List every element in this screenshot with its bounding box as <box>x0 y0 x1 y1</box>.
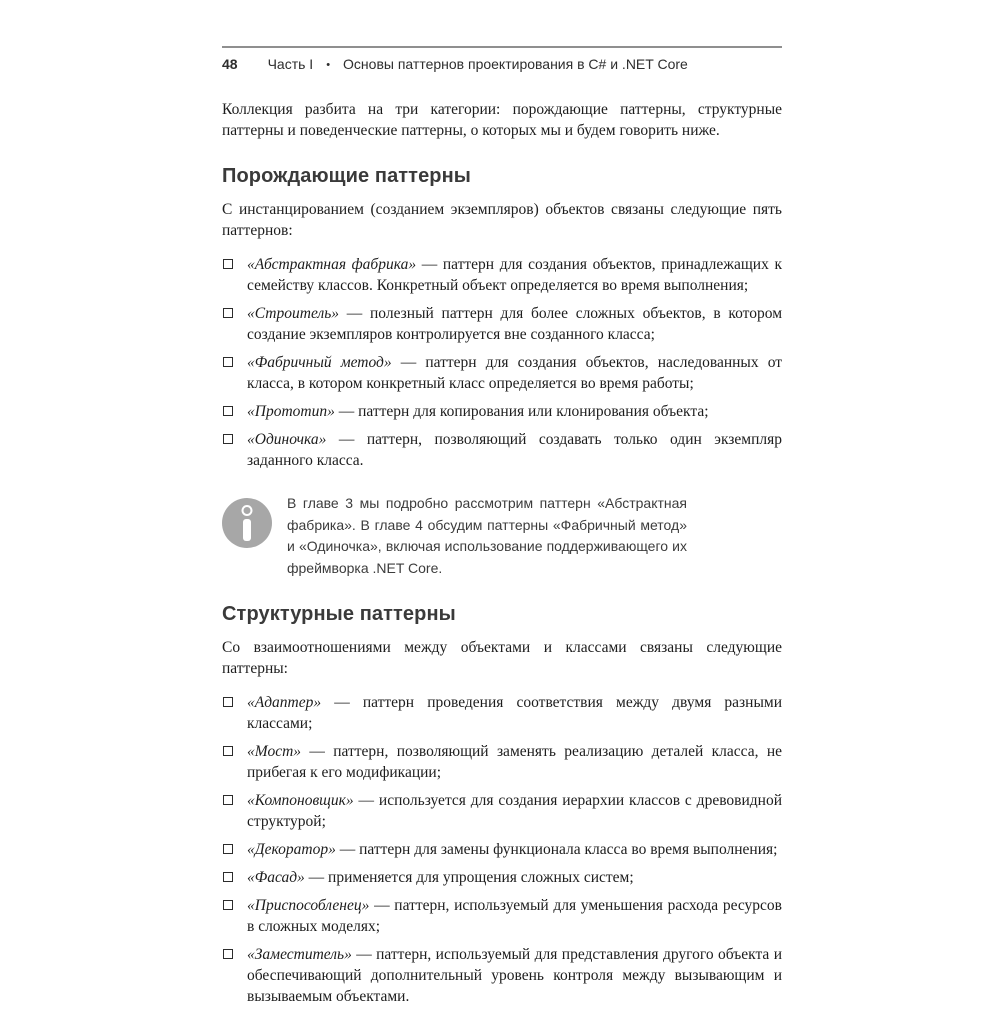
pattern-list-item <box>222 895 782 937</box>
pattern-term: «Абстрактная фабрика» <box>247 256 417 273</box>
pattern-list-item <box>222 741 782 783</box>
pattern-term: «Фасад» <box>247 869 305 886</box>
pattern-desc: — паттерн, используемый для уменьшения расхода ресурсов в сложных моделях; <box>247 897 782 935</box>
chapter-title: Основы паттернов проектирования в C# и .NET Core <box>343 56 688 72</box>
pattern-list <box>222 692 782 1007</box>
running-header <box>222 46 782 72</box>
pattern-list <box>222 254 782 471</box>
pattern-term: «Фабричный метод» <box>247 354 392 371</box>
pattern-list-item <box>222 944 782 1007</box>
page-number: 48 <box>222 56 238 72</box>
pattern-desc: — паттерн для создания объектов, принадлежащих к семейству классов. Конкретный объект определяется во время выполнения; <box>247 256 782 294</box>
pattern-desc: — паттерн, позволяющий заменять реализацию деталей класса, не прибегая к его модификации; <box>247 743 783 781</box>
pattern-list-item <box>222 303 782 345</box>
square-bullet-icon <box>223 434 233 444</box>
pattern-term: «Заместитель» <box>247 946 352 963</box>
square-bullet-icon <box>223 308 233 318</box>
info-icon-dot <box>242 505 253 516</box>
pattern-desc: — паттерн, используемый для представления другого объекта и обеспечивающий дополнительный уровень контроля между вызывающим и вызываемым объектами. <box>247 946 782 1005</box>
section-lead: С инстанцированием (созданием экземпляров) объектов связаны следующие пять паттернов: <box>222 201 782 239</box>
section-heading: Структурные паттерны <box>222 603 456 625</box>
info-note <box>222 493 782 579</box>
pattern-desc: — используется для создания иерархии классов с древовидной структурой; <box>247 792 782 830</box>
pattern-list-item <box>222 839 782 860</box>
pattern-list-item <box>222 254 782 296</box>
pattern-desc: — паттерн проведения соответствия между двумя разными классами; <box>247 694 782 732</box>
section-structural <box>222 603 782 1007</box>
pattern-term: «Одиночка» <box>247 431 327 448</box>
pattern-term: «Компоновщик» <box>247 792 354 809</box>
note-text: В главе 3 мы подробно рассмотрим паттерн «Абстрактная фабрика». В главе 4 обсудим паттерны «Фабричный метод» и «Одиночка», включая использование поддерживающего их фреймворка .NET Core. <box>287 495 687 576</box>
bullet-separator-icon: • <box>326 59 331 71</box>
section-lead: Со взаимоотношениями между объектами и классами связаны следующие паттерны: <box>222 639 782 677</box>
pattern-list-item <box>222 401 782 422</box>
square-bullet-icon <box>223 259 233 269</box>
square-bullet-icon <box>223 697 233 707</box>
section-creational <box>222 165 782 471</box>
pattern-list-item <box>222 867 782 888</box>
pattern-term: «Декоратор» <box>247 841 336 858</box>
info-icon-stem <box>243 519 251 541</box>
section-heading: Порождающие паттерны <box>222 165 471 187</box>
square-bullet-icon <box>223 357 233 367</box>
square-bullet-icon <box>223 872 233 882</box>
pattern-term: «Приспособленец» <box>247 897 370 914</box>
square-bullet-icon <box>223 795 233 805</box>
square-bullet-icon <box>223 900 233 910</box>
pattern-term: «Адаптер» <box>247 694 322 711</box>
square-bullet-icon <box>223 844 233 854</box>
pattern-term: «Прототип» <box>247 403 335 420</box>
pattern-list-item <box>222 790 782 832</box>
pattern-list-item <box>222 429 782 471</box>
info-icon <box>222 498 272 548</box>
part-label: Часть I <box>267 56 314 72</box>
pattern-list-item <box>222 352 782 394</box>
pattern-term: «Строитель» <box>247 305 340 322</box>
pattern-list-item <box>222 692 782 734</box>
pattern-desc: — паттерн для замены функционала класса во время выполнения; <box>339 841 778 858</box>
pattern-desc: — паттерн для создания объектов, наследованных от класса, в котором конкретный класс определяется во время работы; <box>247 354 783 392</box>
book-page <box>222 46 782 1014</box>
pattern-term: «Мост» <box>247 743 302 760</box>
square-bullet-icon <box>223 949 233 959</box>
square-bullet-icon <box>223 746 233 756</box>
pattern-desc: — применяется для упрощения сложных систем; <box>308 869 634 886</box>
intro-paragraph: Коллекция разбита на три категории: порождающие паттерны, структурные паттерны и поведенческие паттерны, о которых мы и будем говорить ниже. <box>222 101 782 139</box>
square-bullet-icon <box>223 406 233 416</box>
pattern-desc: — паттерн, позволяющий создавать только один экземпляр заданного класса. <box>247 431 782 469</box>
pattern-desc: — полезный паттерн для более сложных объектов, в котором создание экземпляров контролируется вне созданного класса; <box>247 305 783 343</box>
pattern-desc: — паттерн для копирования или клонирования объекта; <box>338 403 709 420</box>
